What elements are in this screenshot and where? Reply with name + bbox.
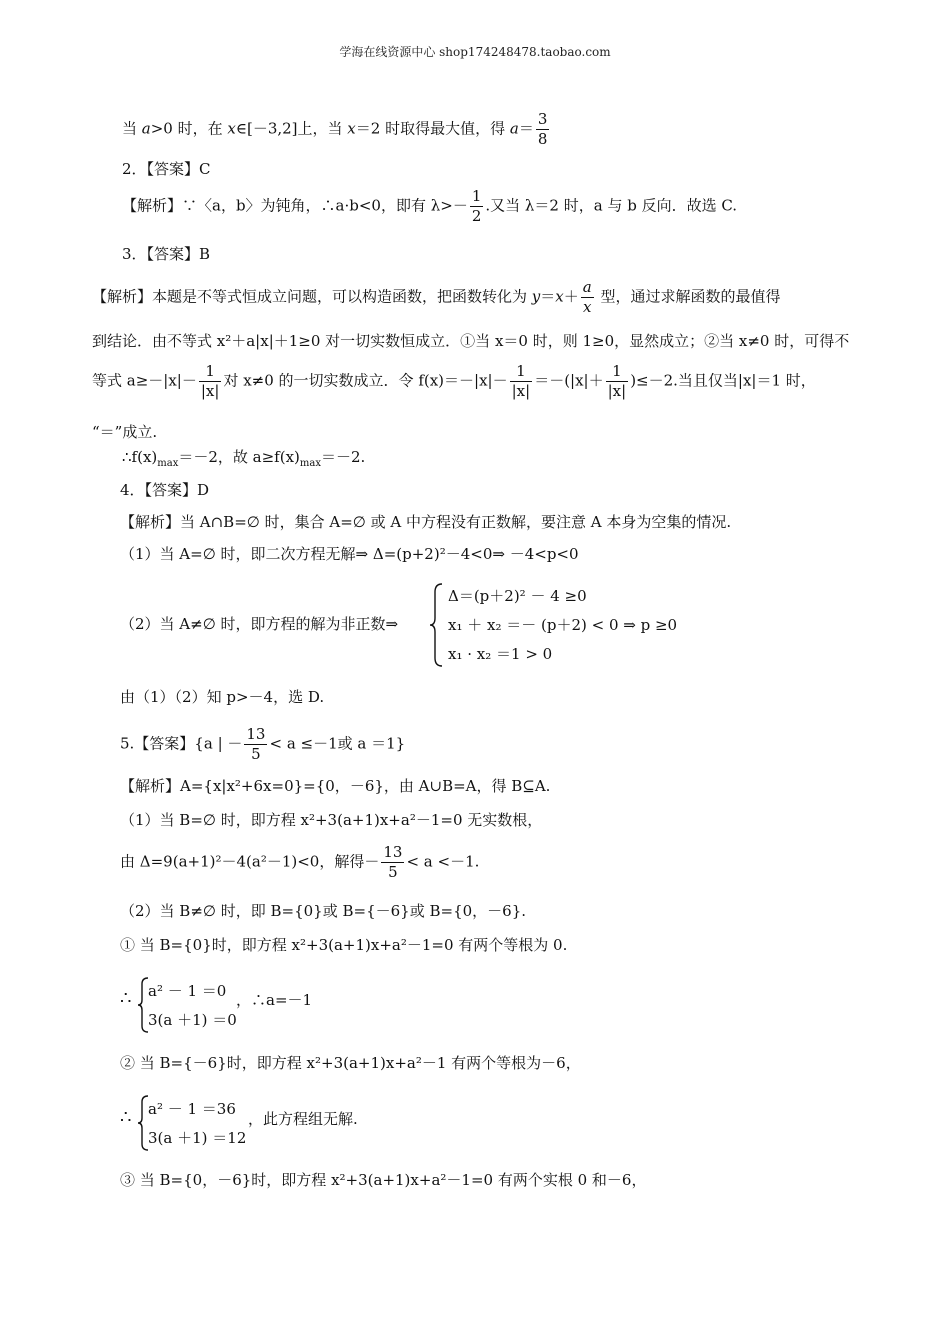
therefore-symbol-2: ∴ (120, 1107, 132, 1128)
q5-analysis-line2: （1）当 B=∅ 时，即方程 x²+3(a+1)x+a²－1=0 无实数根， (120, 811, 543, 829)
q5-system2-row2: 3(a ＋1) ＝12 (148, 1129, 247, 1147)
q3-analysis-line4: “＝”成立. (92, 423, 158, 441)
q5-analysis-line4: （2）当 B≠∅ 时，即 B={0}或 B={－6}或 B={0，－6}. (120, 902, 527, 920)
q3-answer: 3．【答案】B (122, 245, 211, 263)
q3-analysis-line1: 【解析】本题是不等式恒成立问题，可以构造函数，把函数转化为 y＝x＋ $\frac{a}{x}$ 型，通过求解函数的最值得 (92, 278, 781, 316)
q5-analysis-line1: 【解析】A={x|x²+6x=0}={0，－6}，由 A∪B=A，得 B⊆A. (120, 777, 551, 795)
therefore-symbol-1: ∴ (120, 988, 132, 1009)
q5-answer: 5.【答案】{a | － $\frac{13}{5}$ < a ≤－1或 a ＝1} (120, 725, 406, 763)
q3-analysis-line5: $\therefore f(x)_{max}=-2$，故 $a\ge f(x)_{max}=-2$. (122, 448, 366, 469)
q4-system-row2: x₁ ＋ x₂ ＝－ (p＋2) < 0 ⇒ p ≥0 (448, 616, 678, 634)
q2-analysis: 【解析】∵〈a，b〉为钝角，∴a·b<0，即有 λ>－ $\frac{1}{2}$ .又当 λ＝2 时，a 与 b 反向．故选 C. (122, 187, 738, 225)
page-header: 学海在线资源中心 shop174248478.taobao.com (339, 45, 611, 59)
q5-system2-row1: a² － 1 ＝36 (148, 1100, 236, 1118)
q4-analysis-line1: 【解析】当 A∩B=∅ 时，集合 A=∅ 或 A 中方程没有正数解，要注意 A 本身为空集的情况. (120, 513, 732, 531)
line-a-max: 当 a>0 时，在 x∈[－3,2]上，当 x＝2 时取得最大值，得 a＝ $\frac{3}{8}$ (122, 110, 548, 148)
q5-system1-row1: a² － 1 ＝0 (148, 982, 227, 1000)
q2-answer: 2．【答案】C (122, 160, 211, 178)
q3-analysis-line3: 等式 a≥－|x|－ $\frac{1}{|x|}$ 对 x≠0 的一切实数成立．令 f(x)＝－|x|－ $\frac{1}{|x|}$ ＝－(|x|＋ $\frac{1}{|x|}$ )≤－2.当且仅当|x|＝1 时， (92, 362, 816, 400)
q4-analysis-line3: （2）当 A≠∅ 时，即方程的解为非正数⇒ (120, 615, 399, 633)
q5-analysis-line6: ② 当 B={－6}时，即方程 x²+3(a+1)x+a²－1 有两个等根为－6， (120, 1054, 581, 1072)
q5-system1-row2: 3(a ＋1) ＝0 (148, 1011, 237, 1029)
fraction-3-8: $\frac{3}{8}$ (537, 110, 548, 148)
q4-answer: 4．【答案】D (120, 481, 210, 499)
q5-system1-result: ，∴a=－1 (236, 991, 313, 1009)
q4-analysis-line2: （1）当 A=∅ 时，即二次方程无解⇒ Δ=(p+2)²－4<0⇒ －4<p<0 (120, 545, 579, 563)
q4-conclusion: 由（1）（2）知 p>－4，选 D. (120, 688, 325, 706)
q5-analysis-line7: ③ 当 B={0，－6}时，即方程 x²+3(a+1)x+a²－1=0 有两个实根 0 和－6， (120, 1171, 647, 1189)
q4-system-brace (428, 582, 444, 668)
q5-system2-result: ，此方程组无解. (248, 1110, 358, 1128)
q4-system-row1: Δ＝(p＋2)² － 4 ≥0 (448, 587, 587, 605)
q4-system-row3: x₁ · x₂ ＝1 > 0 (448, 645, 553, 663)
q5-analysis-line3: 由 Δ=9(a+1)²－4(a²－1)<0，解得－ $\frac{13}{5}$ < a <－1. (120, 843, 480, 881)
q3-analysis-line2: 到结论．由不等式 x²＋a|x|＋1≥0 对一切实数恒成立．①当 x＝0 时，则 1≥0，显然成立；②当 x≠0 时，可得不 (92, 332, 850, 350)
q5-analysis-line5: ① 当 B={0}时，即方程 x²+3(a+1)x+a²－1=0 有两个等根为 0. (120, 936, 568, 954)
